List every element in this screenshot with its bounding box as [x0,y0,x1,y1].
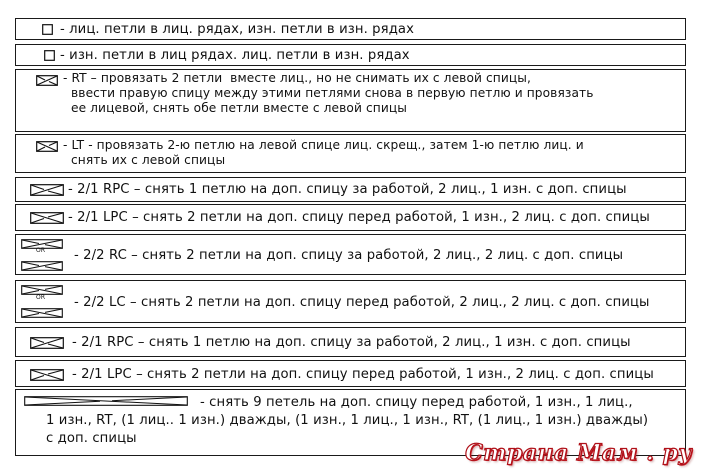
legend-text-line: ее лицевой, снять обе петли вместе с левой спицы [71,101,407,115]
legend-text-line: - снять 9 петель на доп. спицу перед работой, 1 изн., 1 лиц., [200,395,633,410]
rpc-cable-icon [30,337,64,349]
rpc-cable-icon [30,184,64,196]
or-label: OR [36,247,46,254]
lpc-cable-icon [30,369,64,381]
legend-text-line: - RT – провязать 2 петли вместе лиц., но не снимать их с левой спицы, [63,71,531,85]
legend-row-lpc [15,204,686,231]
legend-row-knit [15,18,686,40]
or-label: OR [36,294,46,301]
purl-square-icon [44,50,55,61]
long-cable-icon [24,396,188,406]
legend-row-lc [15,280,686,323]
legend-text-line: - 2/2 RC – снять 2 петли на доп. спицу за работой, 2 лиц., 2 лиц. с доп. спицы [74,248,624,263]
lpc-cable-icon [30,212,64,224]
legend-text-line: снять их с левой спицы [71,153,226,167]
legend-text-line: - 2/1 RPC – снять 1 петлю на доп. спицу за работой, 2 лиц., 1 изн. с доп. спицы [68,182,627,197]
left-twist-icon [36,141,58,152]
legend-text-line: - 2/2 LC – снять 2 петли на доп. спицу перед работой, 2 лиц., 2 лиц. с доп. спицы [74,295,650,310]
legend-text-line: - 2/1 LPC – снять 2 петли на доп. спицу перед работой, 1 изн., 2 лиц. с доп. спицы [72,367,654,382]
site-watermark: Страна Мам . ру [465,440,692,466]
legend-row-rt [15,69,686,132]
knit-square-icon [42,24,53,35]
legend-row-rc [15,234,686,275]
legend-row-purl [15,44,686,66]
legend-text-line: - LT - провязать 2-ю петлю на левой спице лиц. скрещ., затем 1-ю петлю лиц. и [63,138,584,152]
legend-text-line: с доп. спицы [46,431,137,446]
legend-text-line: - лиц. петли в лиц. рядах, изн. петли в изн. рядах [60,22,414,37]
legend-text-line: 1 изн., RT, (1 лиц.. 1 изн.) дважды, (1 изн., 1 лиц., 1 изн., RT, (1 лиц., 1 изн.) дважды) [46,413,649,428]
legend-row-lpc-2 [15,360,686,387]
legend-row-lt [15,134,686,173]
legend-text-line: ввести правую спицу между этими петлями снова в первую петлю и провязать [71,86,594,100]
right-twist-icon [36,75,58,86]
legend-row-rpc [15,177,686,202]
legend-row-rpc-2 [15,327,686,357]
legend-text-line: - изн. петли в лиц рядах. лиц. петли в изн. рядах [60,48,410,63]
legend-text-line: - 2/1 RPC – снять 1 петлю на доп. спицу за работой, 2 лиц., 1 изн. с доп. спицы [72,335,631,350]
legend-text-line: - 2/1 LPC – снять 2 петли на доп. спицу перед работой, 1 изн., 2 лиц. с доп. спицы [68,210,650,225]
rc-cable-icon [21,239,63,271]
